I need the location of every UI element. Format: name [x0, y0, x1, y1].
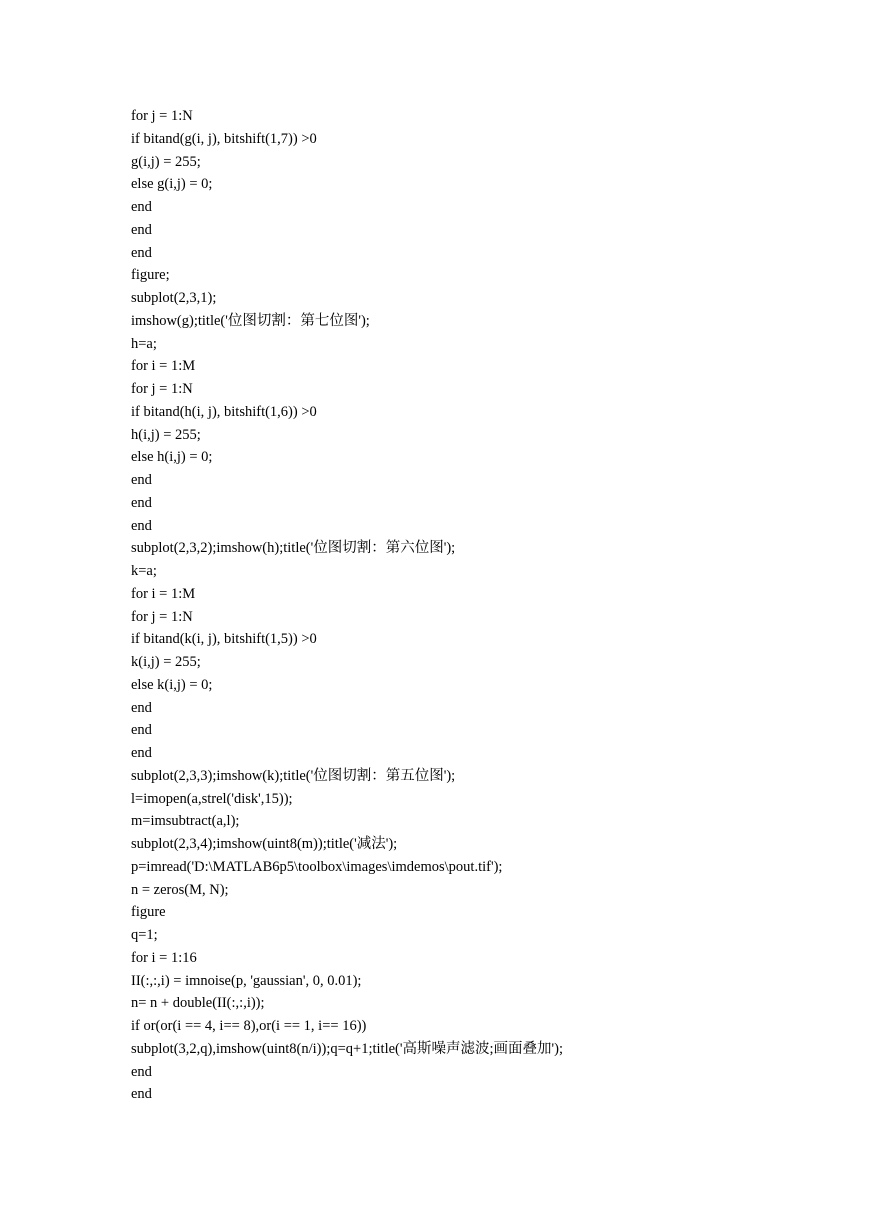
code-line: l=imopen(a,strel('disk',15)); — [131, 790, 293, 807]
code-line: end — [131, 199, 152, 215]
code-line: h=a; — [131, 335, 157, 352]
code-line: if bitand(k(i, j), bitshift(1,5)) >0 — [131, 631, 317, 648]
code-line: for i = 1:M — [131, 585, 196, 602]
code-line: else g(i,j) = 0; — [131, 176, 213, 193]
code-line: end — [131, 745, 152, 761]
code-line: h(i,j) = 255; — [131, 426, 201, 443]
code-line: subplot(2,3,1); — [131, 290, 217, 306]
code-line: for j = 1:N — [131, 108, 193, 124]
code-line: for j = 1:N — [131, 381, 193, 397]
code-line: m=imsubtract(a,l); — [131, 813, 240, 830]
code-line: for i = 1:16 — [131, 949, 197, 966]
code-line: end — [131, 722, 152, 739]
code-line: if bitand(h(i, j), bitshift(1,6)) >0 — [131, 403, 317, 420]
code-line: k(i,j) = 255; — [131, 654, 201, 670]
code-line: II(:,:,i) = imnoise(p, 'gaussian', 0, 0.01); — [131, 972, 362, 989]
code-line: end — [131, 699, 152, 716]
code-line: for j = 1:N — [131, 608, 193, 625]
code-line: k=a; — [131, 563, 157, 579]
code-line: else h(i,j) = 0; — [131, 449, 213, 466]
code-listing — [131, 105, 831, 1106]
code-line: g(i,j) = 255; — [131, 153, 201, 170]
code-line: figure — [131, 904, 166, 921]
code-line: subplot(3,2,q),imshow(uint8(n/i));q=q+1;title('高斯噪声滤波;画面叠加'); — [131, 1040, 563, 1057]
code-line: q=1; — [131, 927, 158, 943]
code-line: if bitand(g(i, j), bitshift(1,7)) >0 — [131, 130, 317, 147]
code-line: figure; — [131, 267, 170, 284]
code-line: imshow(g);title('位图切割：第七位图'); — [131, 312, 370, 329]
code-line: if or(or(i == 4, i== 8),or(i == 1, i== 16)) — [131, 1018, 367, 1034]
code-line: end — [131, 221, 152, 238]
code-line: end — [131, 517, 152, 534]
code-line: subplot(2,3,2);imshow(h);title('位图切割：第六位图'); — [131, 540, 456, 557]
code-line: for i = 1:M — [131, 358, 196, 375]
code-line: subplot(2,3,4);imshow(uint8(m));title('减法'); — [131, 836, 398, 852]
code-line: end — [131, 1063, 152, 1080]
code-line: n= n + double(II(:,:,i)); — [131, 995, 265, 1012]
code-line: else k(i,j) = 0; — [131, 676, 213, 693]
code-line: p=imread('D:\MATLAB6p5\toolbox\images\imdemos\pout.tif'); — [131, 858, 503, 875]
code-line: end — [131, 494, 152, 511]
code-line: n = zeros(M, N); — [131, 881, 229, 898]
code-line: end — [131, 1086, 152, 1103]
code-line: end — [131, 244, 152, 261]
code-line: end — [131, 472, 152, 488]
code-line: subplot(2,3,3);imshow(k);title('位图切割：第五位图'); — [131, 767, 456, 784]
